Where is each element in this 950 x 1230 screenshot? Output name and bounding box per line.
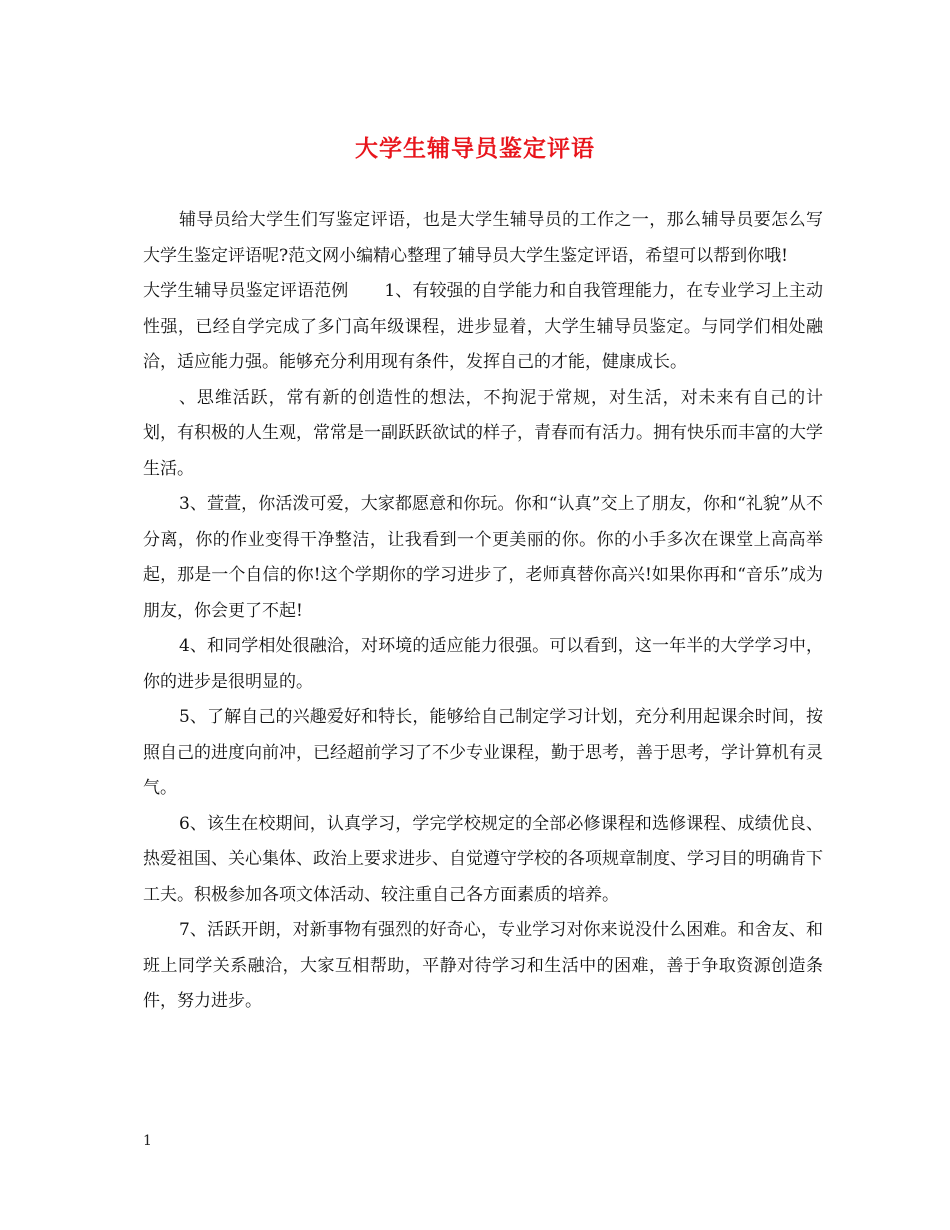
intro-paragraph: 辅导员给大学生们写鉴定评语，也是大学生辅导员的工作之一，那么辅导员要怎么写大学生鉴定评语呢?范文网小编精心整理了辅导员大学生鉴定评语，希望可以帮到你哦! bbox=[143, 210, 823, 266]
paragraph-item-6: 6、该生在校期间，认真学习，学完学校规定的全部必修课程和选修课程、成绩优良、热爱祖国、关心集体、政治上要求进步、自觉遵守学校的各项规章制度、学习目的明确肯下工夫。积极参加各项文体活动、较注重自己各方面素质的培养。 bbox=[143, 813, 823, 905]
paragraph-item-7: 7、活跃开朗，对新事物有强烈的好奇心，专业学习对你来说没什么困难。和舍友、和班上同学关系融洽，大家互相帮助，平静对待学习和生活中的困难，善于争取资源创造条件，努力进步。 bbox=[143, 920, 823, 1011]
paragraph-item-2: 、思维活跃，常有新的创造性的想法，不拘泥于常规，对生活，对未来有自己的计划，有积极的人生观，常常是一副跃跃欲试的样子，青春而有活力。拥有快乐而丰富的大学生活。 bbox=[143, 387, 823, 479]
page-title: 大学生辅导员鉴定评语 bbox=[355, 135, 595, 162]
paragraph-item-4: 4、和同学相处很融洽，对环境的适应能力很强。可以看到，这一年半的大学学习中，你的进步是很明显的。 bbox=[143, 636, 823, 692]
page-number: 1 bbox=[143, 1133, 152, 1149]
section-paragraph-1 bbox=[143, 274, 823, 381]
paragraph-item-5: 5、了解自己的兴趣爱好和特长，能够给自己制定学习计划，充分利用起课余时间，按照自己的进度向前冲，已经超前学习了不少专业课程，勤于思考，善于思考，学计算机有灵气。 bbox=[143, 707, 823, 798]
paragraph-item-3: 3、萱萱，你活泼可爱，大家都愿意和你玩。你和“认真”交上了朋友，你和“礼貌”从不分离，你的作业变得干净整洁，让我看到一个更美丽的你。你的小手多次在课堂上高高举起，那是一个自信的你!这个学期你的学习进步了，老师真替你高兴!如果你再和“音乐”成为朋友，你会更了不起! bbox=[143, 494, 823, 621]
section-heading: 大学生辅导员鉴定评语范例 bbox=[143, 281, 349, 301]
paragraph-item-1: 1、有较强的自学能力和自我管理能力，在专业学习上主动性强，已经自学完成了多门高年级课程，进步显着，大学生辅导员鉴定。与同学们相处融洽，适应能力强。能够充分利用现有条件，发挥自己的才能，健康成长。 bbox=[143, 281, 823, 372]
document-body bbox=[143, 203, 823, 1020]
